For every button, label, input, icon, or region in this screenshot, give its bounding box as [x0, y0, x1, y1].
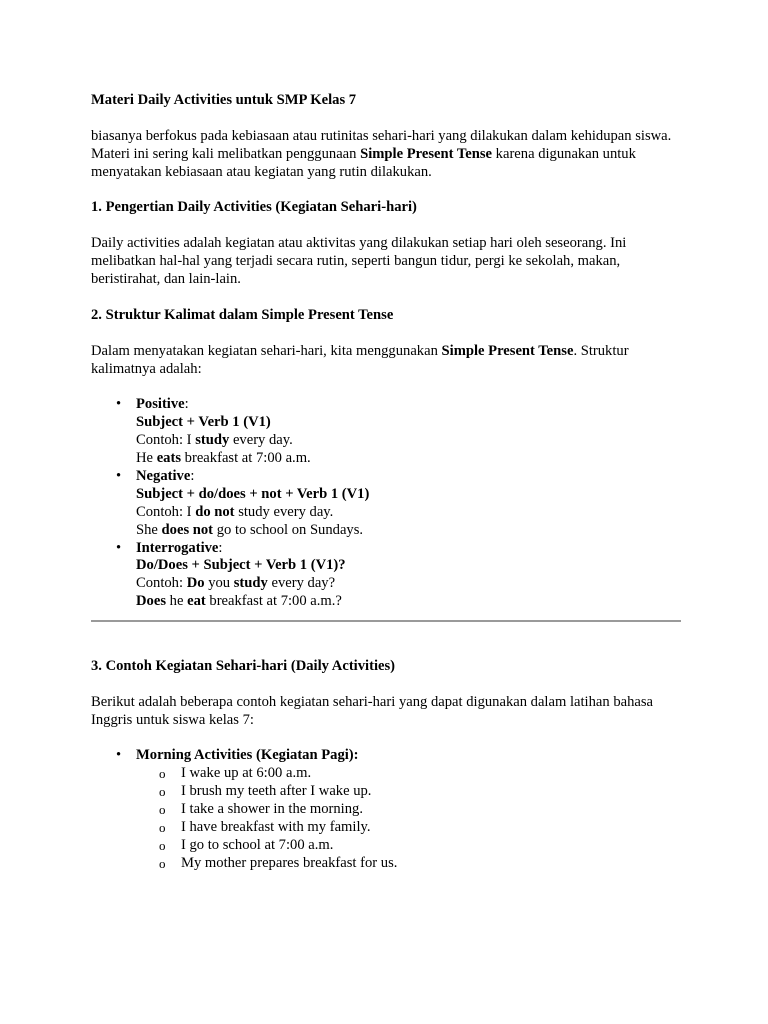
list-item: o I wake up at 6:00 a.m. [181, 765, 681, 783]
example-text: He [136, 450, 154, 467]
form-formula: Do/Does + Subject + Verb 1 (V1)? [136, 557, 346, 574]
section2-bold-term: Simple Present Tense [441, 342, 574, 359]
morning-activities-list [136, 765, 681, 872]
document-page [91, 92, 681, 873]
example-text: he [169, 593, 184, 610]
list-item: o My mother prepares breakfast for us. [181, 855, 681, 873]
list-item: • Negative: Subject + do/does + not + Verb 1 (V1) Contoh: I do not study every day. She does not go to school on Sundays. [136, 468, 681, 540]
section2-text: Dalam menyatakan kegiatan sehari-hari, kita menggunakan [91, 342, 438, 359]
list-item: o I brush my teeth after I wake up. [181, 783, 681, 801]
section1-heading: 1. Pengertian Daily Activities (Kegiatan Sehari-hari) [91, 199, 417, 216]
list-item: o I take a shower in the morning. [181, 801, 681, 819]
example-text: breakfast at 7:00 a.m. [184, 450, 311, 467]
example-text: Contoh: [136, 575, 184, 592]
example-text: Contoh: I [136, 503, 192, 520]
activities-list [91, 747, 681, 872]
section3-heading: 3. Contoh Kegiatan Sehari-hari (Daily Activities) [91, 657, 396, 674]
activity-group-label: Morning Activities (Kegiatan Pagi): [136, 747, 359, 764]
example-bold: does not [161, 521, 214, 538]
list-item: o I go to school at 7:00 a.m. [181, 837, 681, 855]
form-formula: Subject + Verb 1 (V1) [136, 414, 271, 431]
form-formula: Subject + do/does + not + Verb 1 (V1) [136, 485, 370, 502]
example-text: study every day. [238, 503, 334, 520]
form-label: Positive [136, 396, 185, 413]
intro-text: biasanya berfokus pada kebiasaan atau rutinitas sehari-hari yang dilakukan dalam kehidupan siswa. Materi ini sering kali melibatkan penggunaan [91, 127, 672, 162]
section3-body: Berikut adalah beberapa contoh kegiatan sehari-hari yang dapat digunakan dalam latihan bahasa Inggris untuk siswa kelas 7: [91, 693, 654, 728]
example-text: Contoh: I [136, 432, 192, 449]
example-bold: Does [136, 593, 166, 610]
document-title: Materi Daily Activities untuk SMP Kelas 7 [91, 92, 357, 108]
example-text: every day? [271, 575, 336, 592]
example-text: you [208, 575, 231, 592]
form-label: Negative [136, 467, 191, 484]
section2-body [91, 343, 681, 379]
list-item [136, 747, 681, 872]
example-text: breakfast at 7:00 a.m.? [209, 593, 342, 610]
list-item: • Interrogative: Do/Does + Subject + Verb 1 (V1)? Contoh: Do you study every day? Does he eat breakfast at 7:00 a.m.? [136, 540, 681, 612]
example-bold: eats [156, 450, 182, 467]
intro-paragraph [91, 128, 681, 182]
example-bold: do not [195, 503, 235, 520]
example-bold: study [233, 575, 268, 592]
list-item: o I have breakfast with my family. [181, 819, 681, 837]
example-text: She [136, 521, 158, 538]
example-bold: eat [187, 593, 206, 610]
example-text: go to school on Sundays. [216, 521, 364, 538]
intro-bold-term: Simple Present Tense [360, 145, 493, 162]
intro-text-end: karena digunakan untuk menyatakan kebiasaan atau kegiatan yang rutin dilakukan. [91, 145, 636, 180]
tense-forms-list [91, 396, 681, 611]
form-label: Interrogative [136, 539, 219, 556]
section2-text-end: . Struktur kalimatnya adalah: [91, 342, 629, 377]
section2-heading: 2. Struktur Kalimat dalam Simple Present Tense [91, 306, 394, 323]
example-bold: Do [186, 575, 205, 592]
list-item: • Positive: Subject + Verb 1 (V1) Contoh: I study every day. He eats breakfast at 7:00 a.m. [136, 396, 681, 468]
section1-body: Daily activities adalah kegiatan atau aktivitas yang dilakukan setiap hari oleh seseorang. Ini melibatkan hal-hal yang terjadi secara rutin, seperti bangun tidur, pergi ke sekolah, makan, beristirahat, dan lain-lain. [91, 235, 627, 288]
example-bold: study [195, 432, 230, 449]
example-text: every day. [232, 432, 293, 449]
